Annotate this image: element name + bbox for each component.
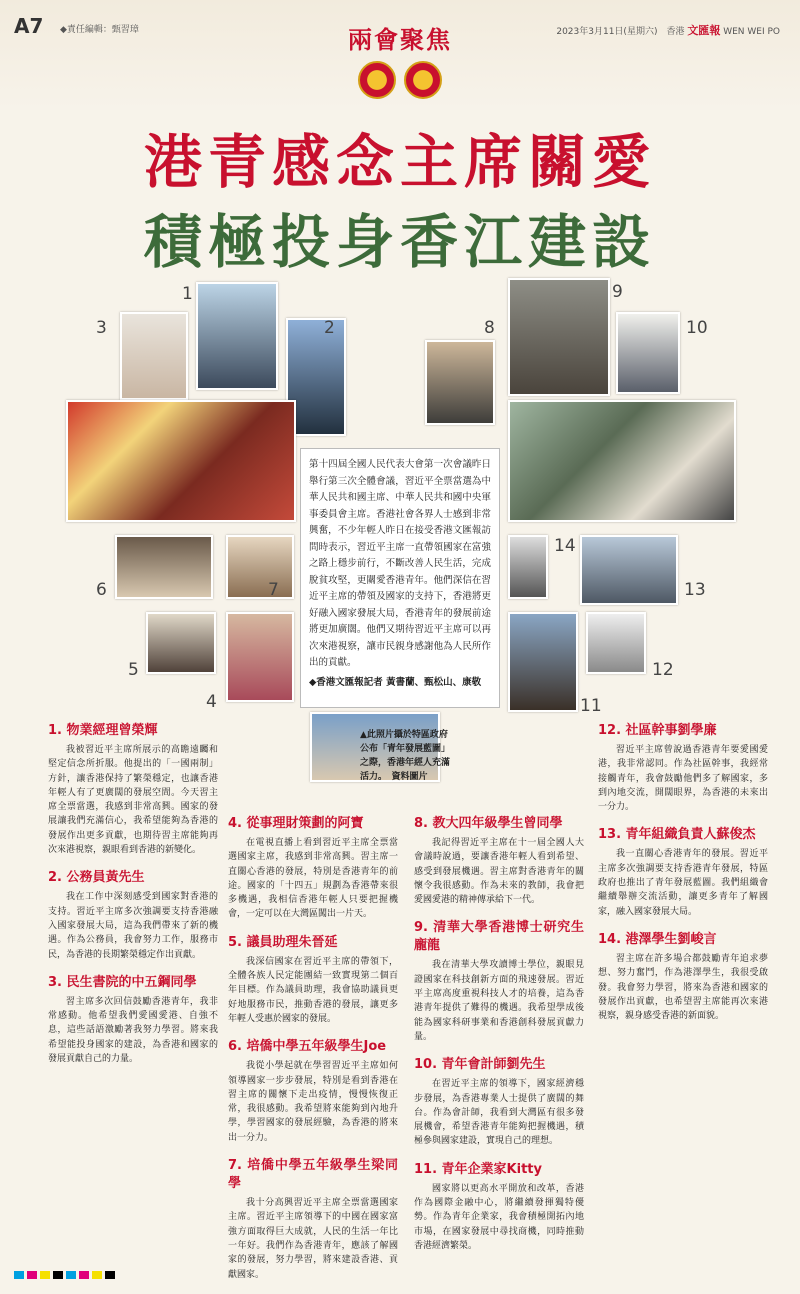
photo-number-3: 3: [96, 318, 107, 338]
section-body: 習主席在許多場合都鼓勵青年追求夢想、努力奮鬥，作為港澤學生，我很受啟發。我會努力學習，將來為香港和國家的發展作出貢獻，也希望習主席能再次來港視察，親身感受香港的新面貌。: [598, 953, 768, 1022]
dateline: [556, 22, 780, 38]
intro-byline: ◆香港文匯報記者 黃書蘭、甄松山、康敬: [309, 676, 482, 688]
intro-body: 第十四屆全國人民代表大會第一次會議昨日舉行第三次全體會議，習近平全票當選為中華人民共和國主席、中華人民共和國中央軍事委員會主席。香港社會各界人士感到非常興奮，不少年輕人昨日在接受香港文匯報訪問時表示，習近平主席一直帶領國家在富強之路上穩步前行，不斷改善人民生活，完成脫貧攻堅，更關愛香港青年。他們深信在習近平主席的帶領及國家的支持下，香港將更好融入國家發展大局，香港青年的發展前途將更加廣闊。他們又期待習近平主席可以再次來港視察，讓市民親身感謝他為人民所作出的貢獻。: [309, 459, 491, 668]
photo-number-8: 8: [484, 318, 495, 338]
section-body: 我在清華大學攻讀博士學位，親眼見證國家在科技創新方面的飛速發展。習近平主席高度重視科技人才的培養，這為香港青年提供了難得的機遇。我希望學成後能為國家科研事業和香港創科發展貢獻力量。: [414, 960, 584, 1042]
section-body: 在電視直播上看到習近平主席全票當選國家主席，我感到非常高興。習主席一直關心香港的發展，特別是香港青年的前途。國家的「十四五」規劃為香港帶來很多機遇，我相信香港年輕人只要把握機會，一定可以在大灣區闖出一片天。: [228, 838, 398, 920]
photo-10: [616, 312, 680, 394]
section-12: [598, 722, 768, 814]
photo-number-14: 14: [554, 536, 576, 556]
column-3: [414, 815, 584, 1265]
section-body: 習近平主席曾說過香港青年要愛國愛港，我非常認同。作為社區幹事，我經常接觸青年，我會鼓勵他們多了解國家，多到內地交流，開闊眼界，為香港的未來出一分力。: [598, 745, 768, 813]
photo-4: [226, 612, 294, 702]
section-3: [48, 974, 218, 1066]
section-1: [48, 722, 218, 857]
photo-11: [508, 612, 578, 712]
photo-number-2: 2: [324, 318, 335, 338]
headline-line-1: 港青感念主席關愛: [143, 128, 656, 196]
photo-5: [146, 612, 216, 674]
photo-13: [580, 535, 678, 605]
section-body: 我被習近平主席所展示的高瞻遠矚和堅定信念所折服。他提出的「一國兩制」方針，讓香港保持了繁榮穩定，也讓香港年輕人有了更廣闊的發展空間。今天習主席全票當選，我感到非常高興。國家的發展讓我們充滿信心，我希望能夠為香港的發展作出更多貢獻，也期待習主席能夠再次來港視察，親眼看到香港的新變化。: [48, 745, 218, 856]
section-title: 13. 青年組織負責人蘇俊杰: [598, 827, 756, 843]
print-registration-marks: [0, 1271, 800, 1279]
section-6: [228, 1038, 398, 1145]
photo-number-9: 9: [612, 282, 623, 302]
photo-parade: [508, 400, 736, 522]
intro-box: [300, 448, 500, 708]
page-header: [0, 0, 800, 110]
photo-number-10: 10: [686, 318, 708, 338]
photo-6: [115, 535, 213, 599]
section-title: 5. 議員助理朱晉延: [228, 934, 338, 950]
section-11: [414, 1161, 584, 1253]
section-13: [598, 826, 768, 918]
section-title: 4. 從事理財策劃的阿寶: [228, 816, 364, 831]
column-2: [228, 815, 398, 1294]
photo-14a: [508, 535, 548, 599]
date-text: 2023年3月11日(星期六) 香港: [556, 27, 685, 37]
section-title: 8. 教大四年級學生曾同學: [414, 816, 563, 831]
photo-caption: ▲此照片攝於特區政府公布「青年發展藍圖」之際，香港年經人充滿活力。 資料圖片: [360, 730, 451, 782]
section-8: [414, 815, 584, 907]
photo-number-6: 6: [96, 580, 107, 600]
photo-12: [586, 612, 646, 674]
section-title: 6. 培僑中學五年級學生Joe: [228, 1039, 387, 1055]
photo-9: [508, 278, 610, 396]
section-9: [414, 919, 584, 1044]
photo-1: [196, 282, 278, 390]
section-body: 我記得習近平主席在十一屆全國人大會議時說過，要讓香港年輕人看到希望、感受到發展機遇。習主席對香港青年的關懷令我很感動。作為未來的教師，我會把愛國愛港的精神傳承給下一代。: [414, 838, 584, 906]
section-title: 7. 培僑中學五年級學生梁同學: [228, 1158, 398, 1192]
section-title: 11. 青年企業家Kitty: [414, 1161, 542, 1177]
national-emblem-icon: [358, 61, 396, 99]
photo-7: [226, 535, 294, 599]
editor-credit: ◆責任編輯：甄習璋: [60, 25, 139, 35]
photo-crowd-flags: [66, 400, 296, 522]
section-body: 習主席多次回信鼓勵香港青年，我非常感動。他希望我們愛國愛港、自強不息，這些話語激勵著我努力學習。將來我希望能投身國家的建設，為香港和國家的發展貢獻自己的力量。: [48, 996, 218, 1065]
section-title: 2. 公務員黃先生: [48, 870, 145, 886]
section-body: 我深信國家在習近平主席的帶領下，全體各族人民定能團結一致實現第二個百年目標。作為議員助理，我會協助議員更好地服務市民，推動香港的發展，讓更多年輕人受惠於國家的發展。: [228, 956, 398, 1024]
photo-number-1: 1: [182, 284, 193, 304]
photo-8: [425, 340, 495, 425]
paper-name: 文匯報: [687, 24, 721, 37]
page-number: A7: [14, 14, 44, 38]
cppcc-emblem-icon: [404, 61, 442, 99]
section-body: 我一直關心香港青年的發展。習近平主席多次強調要支持香港青年發展，特區政府也推出了青年發展藍圖。我們組織會繼續舉辦交流活動，讓更多青年了解國家，融入國家發展大局。: [598, 849, 768, 917]
section-title: 3. 民生書院的中五鋼同學: [48, 974, 197, 990]
photo-number-7: 7: [268, 580, 279, 600]
section-body: 國家將以更高水平開放和改革，香港作為國際金融中心，將繼續發揮獨特優勢。作為青年企業家，我會積極開拓內地市場，在國家發展中尋找商機，同時推動香港經濟繁榮。: [414, 1183, 584, 1251]
photo-number-5: 5: [128, 660, 139, 680]
photo-number-4: 4: [206, 692, 217, 712]
column-1: [48, 722, 218, 1078]
photo-number-11: 11: [580, 696, 602, 716]
paper-name-en: WEN WEI PO: [723, 27, 780, 37]
section-title: 12. 社區幹事劉學廉: [598, 723, 717, 738]
section-5: [228, 934, 398, 1026]
section-4: [228, 815, 398, 922]
column-4: [598, 722, 768, 1035]
section-10: [414, 1056, 584, 1148]
section-logo: [344, 20, 456, 99]
photo-number-12: 12: [652, 660, 674, 680]
section-body: 在習近平主席的領導下，國家經濟穩步發展，為香港專業人士提供了廣闊的舞台。作為會計師，我看到大灣區有很多發展機會，希望香港青年能夠把握機遇，積極參與國家建設，實現自己的理想。: [414, 1079, 584, 1147]
section-body: 我在工作中深刻感受到國家對香港的支持。習近平主席多次強調要支持香港融入國家發展大局，這為我們帶來了新的機遇。作為公務員，我會努力工作，服務市民，為香港的長期繁榮穩定作出貢獻。: [48, 892, 218, 960]
section-body: 我從小學起就在學習習近平主席如何領導國家一步步發展，特別是看到香港在習主席的關懷下走出疫情，慢慢恢復正常，我很感動。我希望將來能夠到內地升學，學習國家的發展經驗，為香港的將來出一分力。: [228, 1061, 398, 1143]
section-title: 9. 清華大學香港博士研究生龐龍: [414, 920, 584, 954]
logo-text: 兩會聚焦: [348, 25, 452, 54]
section-body: 我十分高興習近平主席全票當選國家主席。習近平主席領導下的中國在國家富強方面取得巨大成就，人民的生活一年比一年好。我們作為香港青年，應該了解國家的發展，努力學習，將來建設香港、貢獻國家。: [228, 1198, 398, 1280]
section-title: 14. 港澤學生劉峻言: [598, 931, 717, 947]
section-14: [598, 931, 768, 1023]
photo-3: [120, 312, 188, 400]
section-title: 10. 青年會計師劉先生: [414, 1057, 546, 1073]
section-7: [228, 1157, 398, 1282]
section-title: 1. 物業經理曾榮輝: [48, 723, 158, 738]
headline-line-2: 積極投身香江建設: [143, 208, 656, 276]
section-2: [48, 869, 218, 961]
photo-number-13: 13: [684, 580, 706, 600]
